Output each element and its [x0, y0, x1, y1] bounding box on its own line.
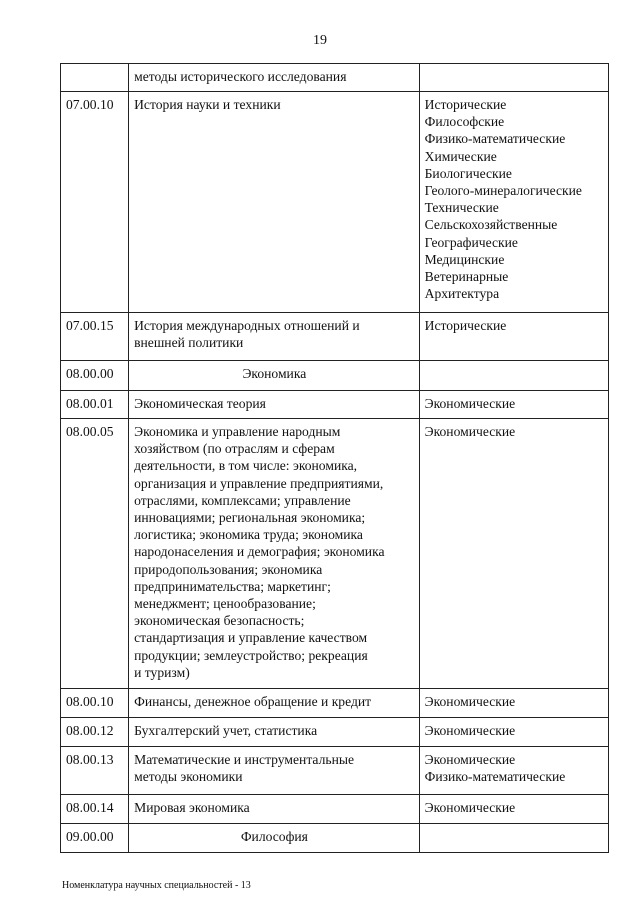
name-line: деятельности, в том числе: экономика,: [134, 458, 358, 474]
table-row: [61, 313, 609, 361]
branch-item: Архитектура: [424, 286, 500, 302]
branch-item: Экономические: [424, 396, 516, 411]
specialty-code: 08.00.12: [61, 718, 129, 747]
specialty-name: [129, 419, 420, 689]
science-branches: [419, 313, 608, 361]
branch-item: Технические: [424, 200, 499, 216]
table-row: [61, 747, 609, 795]
branch-item: Экономические: [424, 752, 516, 767]
table-row: [61, 391, 609, 419]
name-line: народонаселения и демография; экономика: [134, 544, 385, 560]
specialty-name: Финансы, денежное обращение и кредит: [129, 689, 420, 718]
specialty-code: 08.00.10: [61, 689, 129, 718]
name-line: предпринимательства; маркетинг;: [134, 578, 331, 594]
science-branches: [419, 747, 608, 795]
specialty-name: Мировая экономика: [129, 795, 420, 824]
name-line: Экономика и управление народным: [134, 424, 341, 439]
science-branches: [419, 361, 608, 391]
science-branches: [419, 64, 608, 92]
name-line: инновациями; региональная экономика;: [134, 510, 366, 526]
section-code: 08.00.00: [61, 361, 129, 391]
name-line: хозяйством (по отраслям и сферам: [134, 441, 335, 457]
section-title: Экономика: [129, 361, 420, 391]
specialty-code: 08.00.01: [61, 391, 129, 419]
branch-item: Ветеринарные: [424, 269, 509, 285]
branch-item: Экономические: [424, 723, 516, 738]
table-row: [61, 92, 609, 313]
name-line: Математические и инструментальные: [134, 752, 355, 767]
specialty-name: [129, 313, 420, 361]
science-branches: [419, 391, 608, 419]
science-branches: [419, 92, 608, 313]
specialty-code: 08.00.05: [61, 419, 129, 689]
name-line: продукции; землеустройство; рекреация: [134, 647, 368, 663]
specialty-code: 08.00.13: [61, 747, 129, 795]
name-line: методы экономики: [134, 769, 243, 785]
page-number: 19: [313, 33, 327, 48]
table-row: [61, 824, 609, 853]
branch-item: Философские: [424, 114, 505, 130]
branch-item: Физико-математические: [424, 769, 566, 785]
specialty-name: История науки и техники: [129, 92, 420, 313]
table-row: [61, 795, 609, 824]
branch-item: Медицинские: [424, 251, 505, 267]
name-line: организация и управление предприятиями,: [134, 475, 384, 491]
branch-item: Экономические: [424, 424, 516, 439]
name-line: стандартизация и управление качеством: [134, 630, 368, 646]
science-branches: [419, 824, 608, 853]
specialty-name: методы исторического исследования: [129, 64, 420, 92]
name-line: экономическая безопасность;: [134, 613, 305, 629]
table-row: [61, 419, 609, 689]
section-title: Философия: [129, 824, 420, 853]
branch-item: Географические: [424, 234, 518, 250]
branch-item: Экономические: [424, 694, 516, 709]
science-branches: [419, 689, 608, 718]
science-branches: [419, 419, 608, 689]
name-line: и туризм): [134, 664, 190, 680]
specialties-table: [60, 63, 609, 853]
branch-item: Химические: [424, 148, 497, 164]
name-line: внешней политики: [134, 335, 244, 351]
specialty-code: 08.00.14: [61, 795, 129, 824]
specialty-code: 07.00.15: [61, 313, 129, 361]
table-row: [61, 64, 609, 92]
name-line: логистика; экономика труда; экономика: [134, 527, 363, 543]
name-line: История международных отношений и: [134, 318, 360, 333]
specialty-name: Экономическая теория: [129, 391, 420, 419]
branch-item: Физико-математические: [424, 131, 566, 147]
section-code: 09.00.00: [61, 824, 129, 853]
specialty-name: [129, 747, 420, 795]
branch-item: Геолого-минералогические: [424, 183, 582, 199]
name-line: отраслями, комплексами; управление: [134, 492, 351, 508]
specialty-name: Бухгалтерский учет, статистика: [129, 718, 420, 747]
branch-item: Экономические: [424, 800, 516, 815]
science-branches: [419, 795, 608, 824]
name-line: природопользования; экономика: [134, 561, 323, 577]
science-branches: [419, 718, 608, 747]
page-footer: Номенклатура научных специальностей - 13: [62, 880, 251, 891]
branch-item: Исторические: [424, 97, 507, 112]
specialty-code: [61, 64, 129, 92]
specialty-code: 07.00.10: [61, 92, 129, 313]
branch-item: Сельскохозяйственные: [424, 217, 558, 233]
branch-item: Биологические: [424, 165, 512, 181]
table-row: [61, 689, 609, 718]
name-line: менеджмент; ценообразование;: [134, 596, 316, 612]
table-row: [61, 718, 609, 747]
branch-item: Исторические: [424, 318, 507, 333]
table-row: [61, 361, 609, 391]
